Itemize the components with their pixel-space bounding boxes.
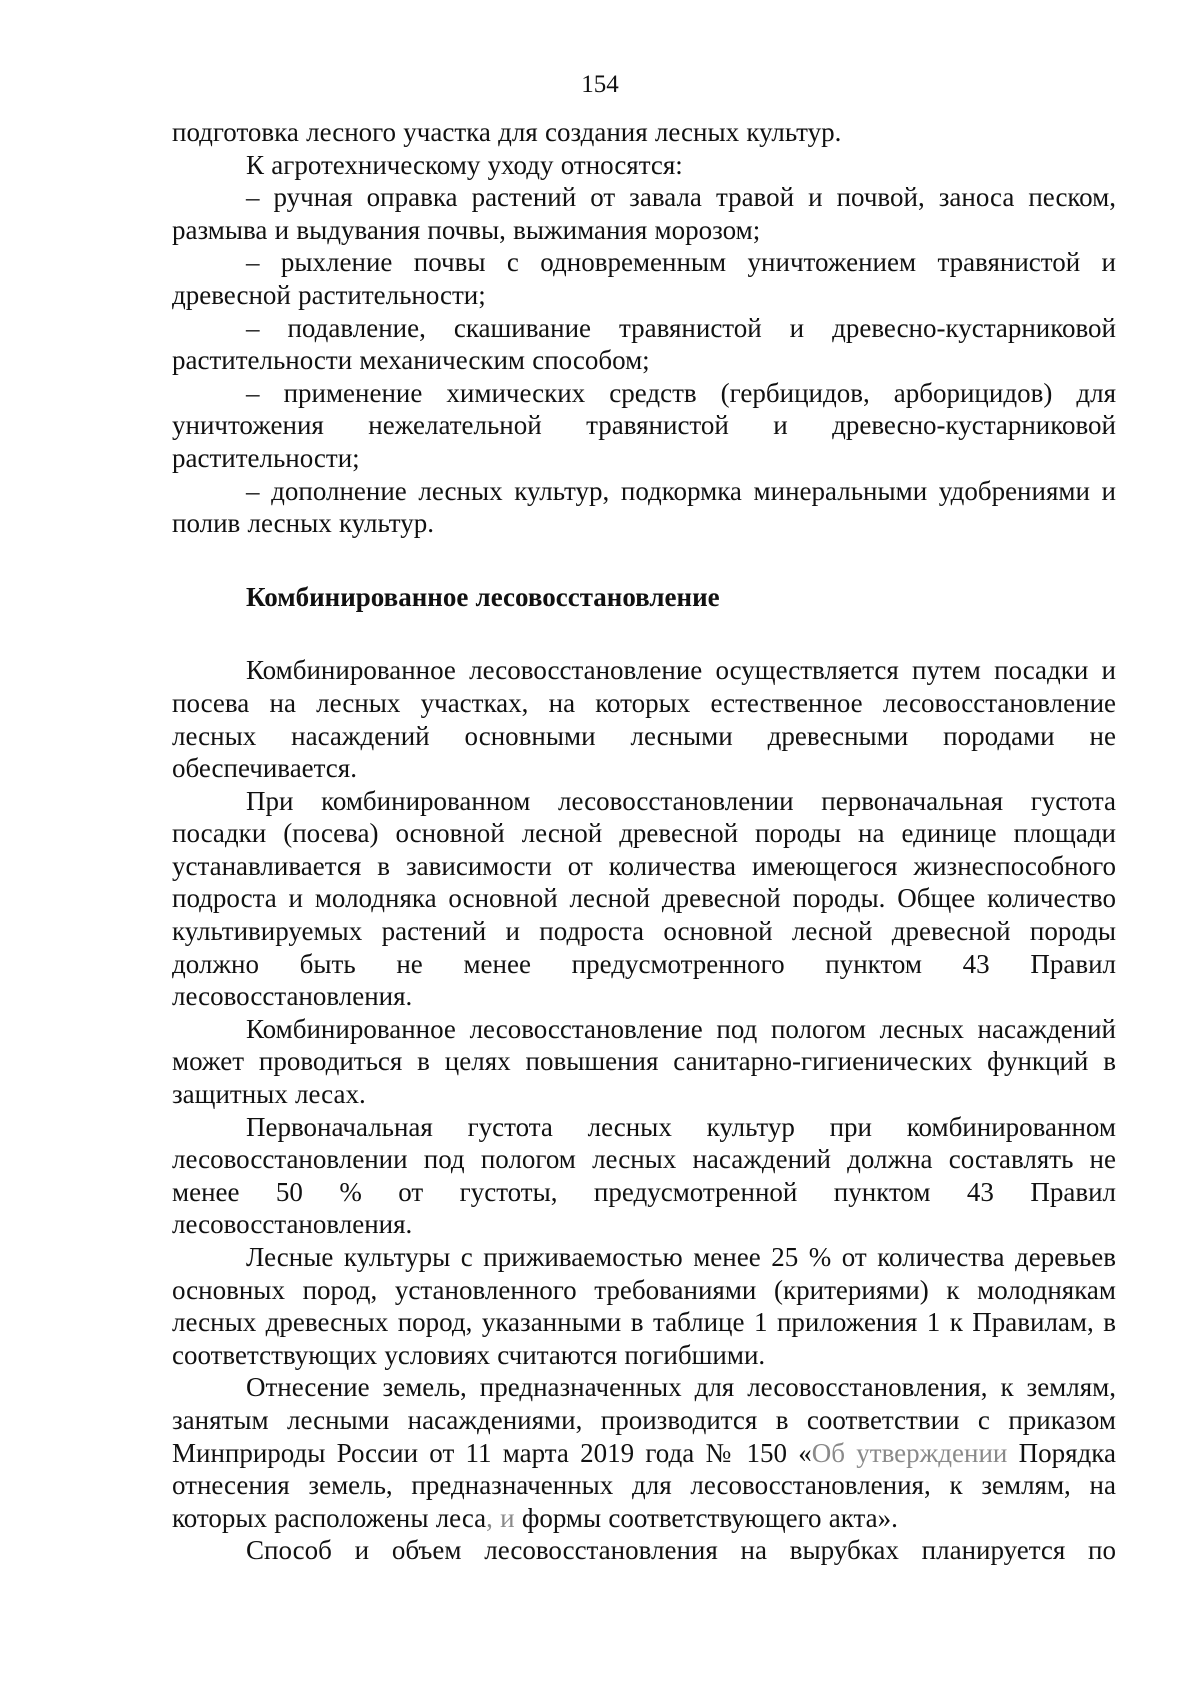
paragraph: К агротехническому уходу относятся:	[246, 149, 683, 180]
list-item: – ручная оправка растений от завала травой и почвой, заноса песком, размыва и выдувания почвы, выжимания морозом;	[172, 182, 1116, 245]
paragraph: Способ и объем лесовосстановления на вырубках планируется по	[246, 1535, 1116, 1566]
paragraph: Первоначальная густота лесных культур при комбинированном лесовосстановлении под пологом лесных насаждений должна составлять не менее 50 % от густоты, предусмотренной пунктом 43 Правил лесовосстановления.	[172, 1111, 1116, 1240]
list-item: – применение химических средств (гербицидов, арборицидов) для уничтожения нежелательной травянистой и древесно-кустарниковой растительности;	[172, 377, 1116, 473]
list-item: – дополнение лесных культур, подкормка минеральными удобрениями и полив лесных культур.	[172, 475, 1116, 539]
document-body	[172, 116, 1116, 1567]
order-text-part: Отнесение земель, предназначенных для лесовосстановления, к землям, занятым лесными насаждениями, производится в соответствии с приказом Минприроды России от 11 марта 2019 года № 150 «	[172, 1372, 1116, 1468]
list-item: – подавление, скашивание травянистой и древесно-кустарниковой растительности механическим способом;	[172, 312, 1116, 376]
order-text-part: формы соответствующего акта».	[514, 1502, 898, 1533]
order-reference-paragraph	[172, 1371, 1116, 1534]
paragraph: При комбинированном лесовосстановлении первоначальная густота посадки (посева) основной лесной древесной породы на единице площади устанавливается в зависимости от количества имеющегося жизнеспособного подроста и молодняка основной лесной древесной породы. Общее количество культивируемых растений и подроста основной лесной древесной породы должно быть не менее предусмотренного пунктом 43 Правил лесовосстановления.	[172, 785, 1116, 1012]
list-item: – рыхление почвы с одновременным уничтожением травянистой и древесной растительности;	[172, 247, 1116, 310]
page-number: 154	[581, 71, 619, 98]
paragraph: Комбинированное лесовосстановление осуществляется путем посадки и посева на лесных участках, на которых естественное лесовосстановление лесных насаждений основными лесными древесными породами не обеспечивается.	[172, 655, 1116, 784]
order-title-faded: , и	[486, 1502, 515, 1533]
paragraph: подготовка лесного участка для создания лесных культур.	[172, 117, 842, 147]
order-text-part: Порядка отнесения земель, предназначенных для лесовосстановления, к землям, на которых расположены леса	[172, 1437, 1116, 1533]
paragraph: Лесные культуры с приживаемостью менее 25 % от количества деревьев основных пород, установленного требованиями (критериями) к молоднякам лесных древесных пород, указанными в таблице 1 приложения 1 к Правилам, в соответствующих условиях считаются погибшими.	[172, 1242, 1116, 1370]
order-title-faded: Об утверждении	[811, 1437, 1008, 1468]
paragraph: Комбинированное лесовосстановление под пологом лесных насаждений может проводиться в целях повышения санитарно-гигиенических функций в защитных лесах.	[172, 1013, 1116, 1110]
section-heading: Комбинированное лесовосстановление	[246, 581, 720, 612]
